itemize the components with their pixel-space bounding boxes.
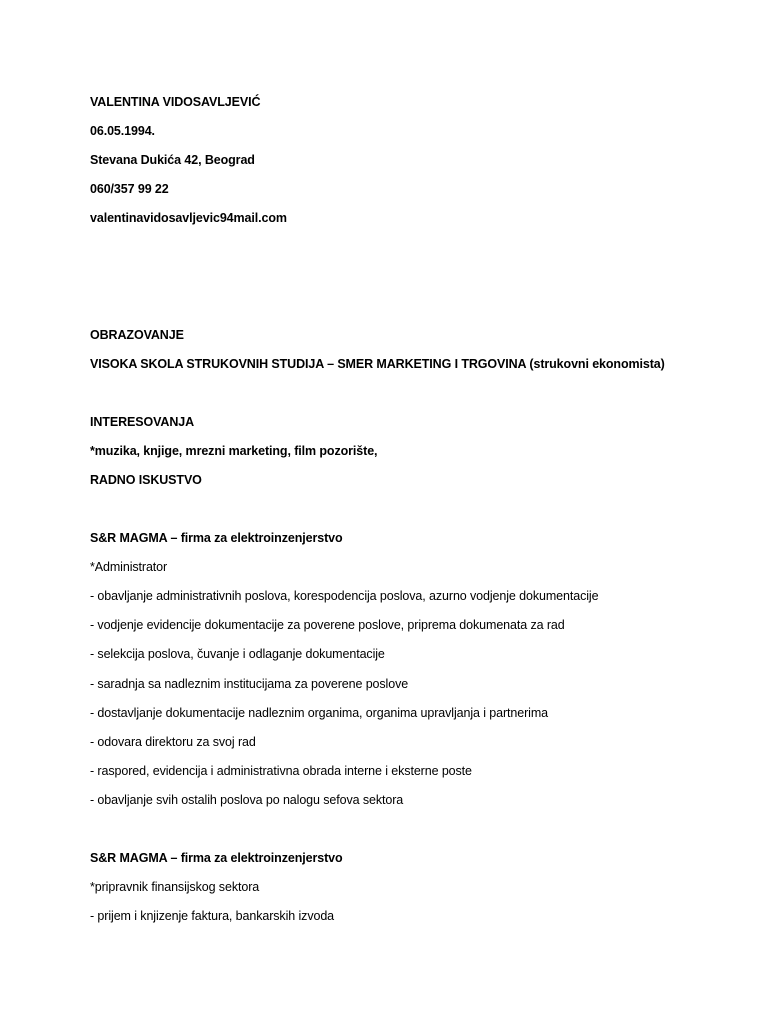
education-heading: OBRAZOVANJE	[90, 328, 184, 342]
phone-number: 060/357 99 22	[90, 182, 169, 196]
job-duty: - raspored, evidencija i administrativna obrada interne i eksterne poste	[90, 764, 472, 778]
interests-text: *muzika, knjige, mrezni marketing, film pozorište,	[90, 444, 378, 458]
address: Stevana Dukića 42, Beograd	[90, 153, 255, 167]
job-company: S&R MAGMA – firma za elektroinzenjerstvo	[90, 531, 343, 545]
job-duty: - obavljanje svih ostalih poslova po nalogu sefova sektora	[90, 793, 404, 807]
email-address: valentinavidosavljevic94mail.com	[90, 211, 287, 225]
job-duty: - selekcija poslova, čuvanje i odlaganje dokumentacije	[90, 647, 385, 661]
job-duty: - saradnja sa nadleznim institucijama za poverene poslove	[90, 677, 409, 691]
job-duty: - odovara direktoru za svoj rad	[90, 735, 256, 749]
education-school: VISOKA SKOLA STRUKOVNIH STUDIJA – SMER MARKETING I TRGOVINA (strukovni ekonomista)	[90, 357, 665, 371]
job-duty: - obavljanje administrativnih poslova, korespodencija poslova, azurno vodjenje dokumentacije	[90, 589, 599, 603]
job-role: *pripravnik finansijskog sektora	[90, 880, 260, 894]
date-of-birth: 06.05.1994.	[90, 124, 155, 138]
job-duty: - dostavljanje dokumentacije nadleznim organima, organima upravljanja i partnerima	[90, 706, 549, 720]
job-company: S&R MAGMA – firma za elektroinzenjerstvo	[90, 851, 343, 865]
job-role: *Administrator	[90, 560, 168, 574]
job-duty: - prijem i knjizenje faktura, bankarskih izvoda	[90, 909, 335, 923]
applicant-name: VALENTINA VIDOSAVLJEVIĆ	[90, 95, 261, 109]
job-duty: - vodjenje evidencije dokumentacije za poverene poslove, priprema dokumenata za rad	[90, 618, 565, 632]
experience-heading: RADNO ISKUSTVO	[90, 473, 202, 487]
interests-heading: INTERESOVANJA	[90, 415, 195, 429]
